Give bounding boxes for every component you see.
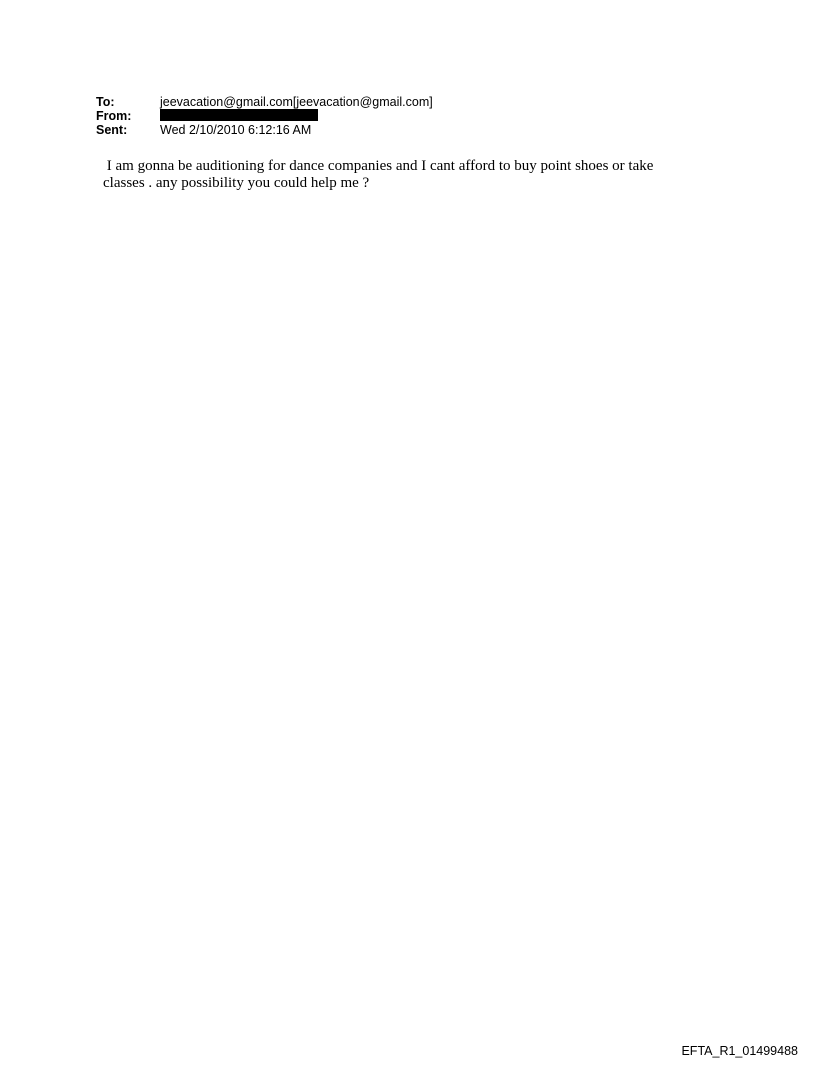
sent-value: Wed 2/10/2010 6:12:16 AM: [160, 123, 312, 137]
redaction-block: [160, 109, 318, 121]
to-value: jeevacation@gmail.com[jeevacation@gmail.com]: [160, 95, 433, 109]
to-row: [96, 95, 433, 109]
from-row: [96, 109, 433, 123]
email-header: [96, 95, 433, 137]
to-label: To:: [96, 95, 115, 109]
from-label: From:: [96, 109, 132, 123]
message-line-1: I am gonna be auditioning for dance companies and I cant afford to buy point shoes or take: [103, 158, 654, 174]
message-line-2: classes . any possibility you could help me ?: [103, 175, 370, 191]
document-id: EFTA_R1_01499488: [681, 1044, 798, 1058]
sent-label: Sent:: [96, 123, 128, 137]
from-value: [160, 108, 318, 124]
message-body: [103, 158, 723, 192]
sent-row: [96, 123, 433, 137]
